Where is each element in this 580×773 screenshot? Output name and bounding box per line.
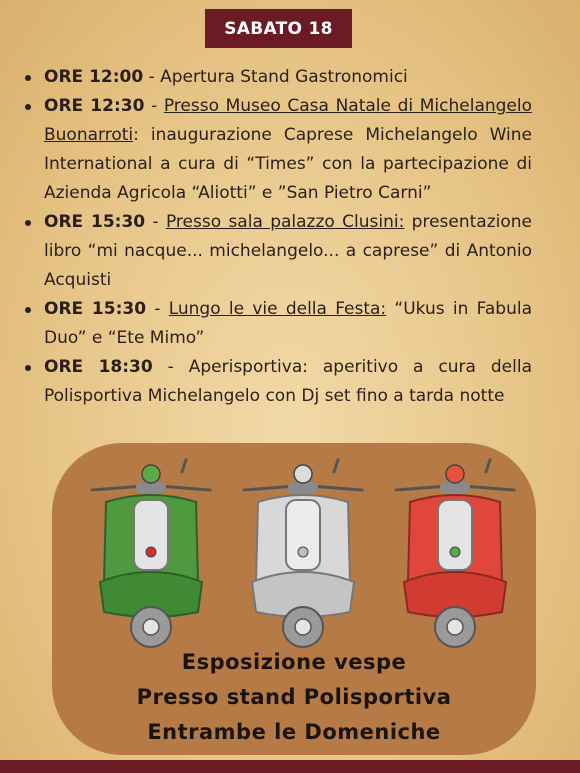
event-location: Presso Museo Casa Natale di Michelangelo Buonarroti bbox=[44, 96, 533, 145]
schedule-list bbox=[22, 63, 532, 411]
event-time: ORE 18:30 bbox=[44, 357, 153, 377]
event-time: ORE 15:30 bbox=[44, 299, 147, 319]
day-title: SABATO 18 bbox=[224, 18, 333, 39]
event-description: presentazione libro “mi nacque... michelangelo... a caprese” di Antonio Acquisti bbox=[44, 212, 532, 290]
event-separator: - bbox=[145, 212, 166, 232]
schedule-item bbox=[22, 353, 532, 411]
schedule-item bbox=[22, 295, 532, 353]
schedule-item bbox=[22, 63, 532, 92]
event-time: ORE 15:30 bbox=[44, 212, 146, 232]
event-separator: - bbox=[143, 67, 161, 87]
event-description: : inaugurazione Caprese Michelangelo Wine International a cura di “Times” con la partecipazione di Azienda Agricola “Aliotti” e ”San Pietro Carni” bbox=[44, 125, 532, 203]
event-description: Apertura Stand Gastronomici bbox=[160, 67, 408, 87]
event-description: Aperisportiva: aperitivo a cura della Polisportiva Michelangelo con Dj set fino a tarda notte bbox=[44, 357, 532, 406]
day-header bbox=[205, 9, 352, 48]
event-separator: - bbox=[146, 299, 169, 319]
event-separator: - bbox=[152, 357, 189, 377]
exhibit-caption-line2: Presso stand Polisportiva bbox=[136, 685, 452, 709]
schedule-item bbox=[22, 92, 532, 208]
event-location: Lungo le vie della Festa: bbox=[168, 299, 387, 319]
event-description: “Ukus in Fabula Duo” e “Ete Mimo” bbox=[44, 299, 532, 348]
event-separator: - bbox=[144, 96, 164, 116]
event-location: Presso sala palazzo Clusini: bbox=[165, 212, 405, 232]
white-vespa-illustration bbox=[238, 452, 368, 652]
exhibit-caption-line1: Esposizione vespe bbox=[181, 650, 407, 674]
exhibit-caption-line3: Entrambe le Domeniche bbox=[147, 720, 441, 744]
event-time: ORE 12:00 bbox=[44, 67, 144, 87]
event-time: ORE 12:30 bbox=[44, 96, 145, 116]
red-vespa-illustration bbox=[390, 452, 520, 652]
green-vespa-illustration bbox=[86, 452, 216, 652]
footer-bar bbox=[0, 760, 580, 773]
schedule-item bbox=[22, 208, 532, 295]
